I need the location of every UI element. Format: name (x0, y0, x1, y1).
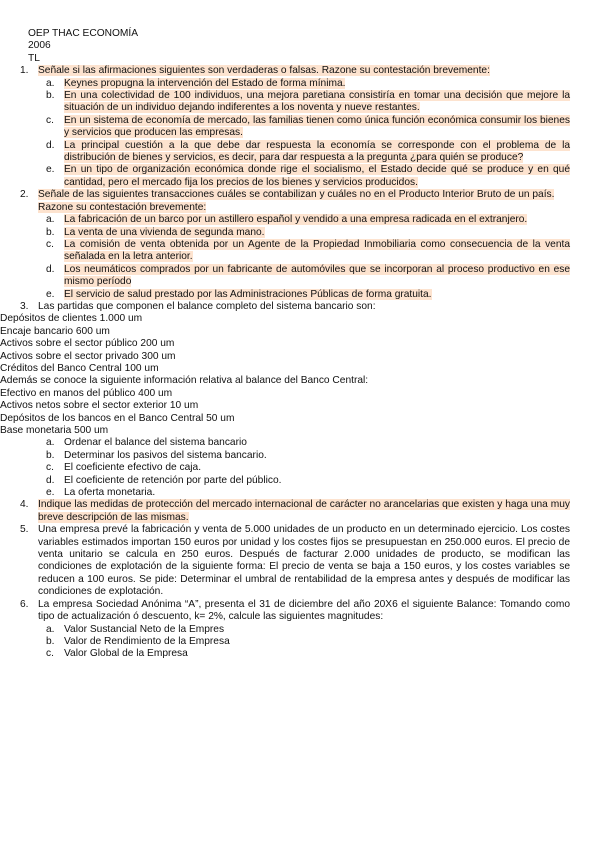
item-letter: a. (46, 214, 55, 226)
item-text: Valor Global de la Empresa (64, 648, 188, 660)
list-item (0, 475, 600, 487)
item-letter: a. (46, 77, 55, 89)
balance-line: Activos netos sobre el sector exterior 10 um (0, 400, 199, 412)
question-text: Indique las medidas de protección del mercado internacional de carácter no arancelarias que existen y haga una muy breve descripción de las mismas. (38, 499, 570, 523)
question-6-stem (0, 599, 600, 624)
question-3-stem (0, 301, 600, 313)
balance-line: Base monetaria 500 um (0, 425, 109, 436)
header-year: 2006 (28, 40, 51, 52)
list-item (0, 624, 600, 636)
item-text: Determinar los pasivos del sistema bancario. (64, 449, 267, 461)
item-text: Los neumáticos comprados por un fabricante de automóviles que se incorporan al proceso productivo en ese mismo período (64, 263, 570, 288)
balance-line: Créditos del Banco Central 100 um (0, 362, 159, 374)
question-text: La empresa Sociedad Anónima “A”, presenta el 31 de diciembre del año 20X6 el siguiente Balance: Tomando como tipo de actualización ó descuento, k= 2%, calcule las siguientes magnitudes: (38, 598, 570, 623)
question-number: 5. (20, 524, 29, 536)
question-text: Una empresa prevé la fabricación y venta de 5.000 unidades de un producto en un determinado ejercicio. Los costes variables estimados importan 150 euros por unidad y los costes fijos se presupuestan en 250.000 euros. El precio de venta unitario se calcula en 250 euros. Después de facturar 2.000 unidades de producto, se modifican las condiciones de explotación de la siguiente forma: El precio de venta se baja a 150 euros, y los costes variables se reducen a 100 euros. Se pide: Determinar el umbral de rentabilidad de la empresa antes y después de modificar las condiciones de explotación. (38, 524, 570, 598)
question-1 (0, 65, 600, 189)
item-letter: d. (46, 263, 55, 275)
item-text: La oferta monetaria. (64, 487, 156, 499)
question-text: Las partidas que componen el balance completo del sistema bancario son: (38, 300, 376, 312)
balance-line: Efectivo en manos del público 400 um (0, 387, 173, 399)
list-item (0, 239, 600, 264)
document-page (0, 28, 600, 661)
balance-line: Encaje bancario 600 um (0, 325, 110, 337)
item-letter: a. (46, 437, 55, 449)
item-letter: a. (46, 623, 55, 635)
balance-line: Activos sobre el sector privado 300 um (0, 350, 176, 362)
item-text: Valor Sustancial Neto de la Empres (64, 623, 225, 635)
list-item (0, 289, 600, 301)
list-item (0, 214, 600, 226)
balance-line: Activos sobre el sector público 200 um (0, 338, 175, 350)
item-text: Valor de Rendimiento de la Empresa (64, 635, 230, 647)
question-5 (0, 524, 600, 598)
list-item (0, 140, 600, 165)
item-text: El servicio de salud prestado por las Administraciones Públicas de forma gratuita. (64, 288, 432, 300)
list-item (0, 115, 600, 140)
item-letter: d. (46, 139, 55, 151)
item-text: En un sistema de economía de mercado, las familias tienen como única función económica consumir los bienes y servicios que producen las empresas. (64, 114, 570, 139)
question-number: 6. (20, 598, 29, 610)
question-number: 3. (20, 300, 29, 312)
question-number: 1. (20, 65, 29, 77)
list-item (0, 264, 600, 289)
question-1-stem (0, 65, 600, 77)
list-item (0, 164, 600, 189)
question-5-stem (0, 524, 600, 598)
list-item (0, 462, 600, 474)
question-4-stem (0, 499, 600, 524)
list-item (0, 487, 600, 499)
balance-lines (0, 313, 600, 437)
item-letter: c. (46, 462, 54, 474)
item-text: El coeficiente efectivo de caja. (64, 462, 202, 474)
list-item (0, 437, 600, 449)
document-header (0, 28, 600, 65)
item-letter: b. (46, 635, 55, 647)
item-text: El coeficiente de retención por parte del público. (64, 474, 282, 486)
question-number: 2. (20, 189, 29, 201)
item-text: La principal cuestión a la que debe dar respuesta la economía se corresponde con el problema de la distribución de bienes y servicios, es decir, para dar respuesta a la pregunta ¿para quién se produce? (64, 139, 570, 164)
balance-line: Además se conoce la siguiente información relativa al balance del Banco Central: (0, 375, 369, 387)
item-letter: e. (46, 487, 55, 499)
item-letter: e. (46, 288, 55, 300)
header-code: TL (28, 52, 40, 64)
question-text: Señale de las siguientes transacciones cuáles se contabilizan y cuáles no en el Producto Interior Bruto de un país. Razone su contestación brevemente: (38, 189, 555, 213)
balance-line: Depósitos de clientes 1.000 um (0, 313, 143, 325)
item-letter: b. (46, 449, 55, 461)
question-2-stem (0, 189, 600, 214)
list-item (0, 90, 600, 115)
question-2 (0, 189, 600, 301)
item-letter: c. (46, 238, 54, 250)
item-letter: b. (46, 90, 55, 102)
question-3 (0, 301, 600, 500)
list-item (0, 648, 600, 660)
list-item (0, 636, 600, 648)
item-letter: d. (46, 474, 55, 486)
item-text: Keynes propugna la intervención del Estado de forma mínima. (64, 77, 346, 89)
question-4 (0, 499, 600, 524)
list-item (0, 450, 600, 462)
balance-line: Depósitos de los bancos en el Banco Central 50 um (0, 412, 235, 424)
list-item (0, 227, 600, 239)
item-text: La venta de una vivienda de segunda mano. (64, 226, 265, 238)
item-letter: e. (46, 164, 55, 176)
header-title: OEP THAC ECONOMÍA (28, 28, 139, 39)
item-letter: c. (46, 114, 54, 126)
item-text: Ordenar el balance del sistema bancario (64, 437, 247, 449)
list-item (0, 78, 600, 90)
item-text: En un tipo de organización económica donde rige el socialismo, el Estado decide qué se produce y en qué cantidad, pero el mercado fija los precios de los bienes y servicios producidos. (64, 164, 570, 188)
item-letter: b. (46, 226, 55, 238)
item-text: La comisión de venta obtenida por un Agente de la Propiedad Inmobiliaria como consecuencia de la venta señalada en la letra anterior. (64, 238, 570, 263)
question-text: Señale si las afirmaciones siguientes son verdaderas o falsas. Razone su contestación brevemente: (38, 65, 490, 77)
item-letter: c. (46, 648, 54, 660)
question-number: 4. (20, 499, 29, 511)
item-text: En una colectividad de 100 individuos, una mejora paretiana consistiría en tomar una decisión que mejore la situación de un individuo dejando indiferentes a los noventa y nueve restantes. (64, 90, 570, 114)
question-6 (0, 599, 600, 661)
item-text: La fabricación de un barco por un astillero español y vendido a una empresa radicada en el extranjero. (64, 214, 528, 226)
